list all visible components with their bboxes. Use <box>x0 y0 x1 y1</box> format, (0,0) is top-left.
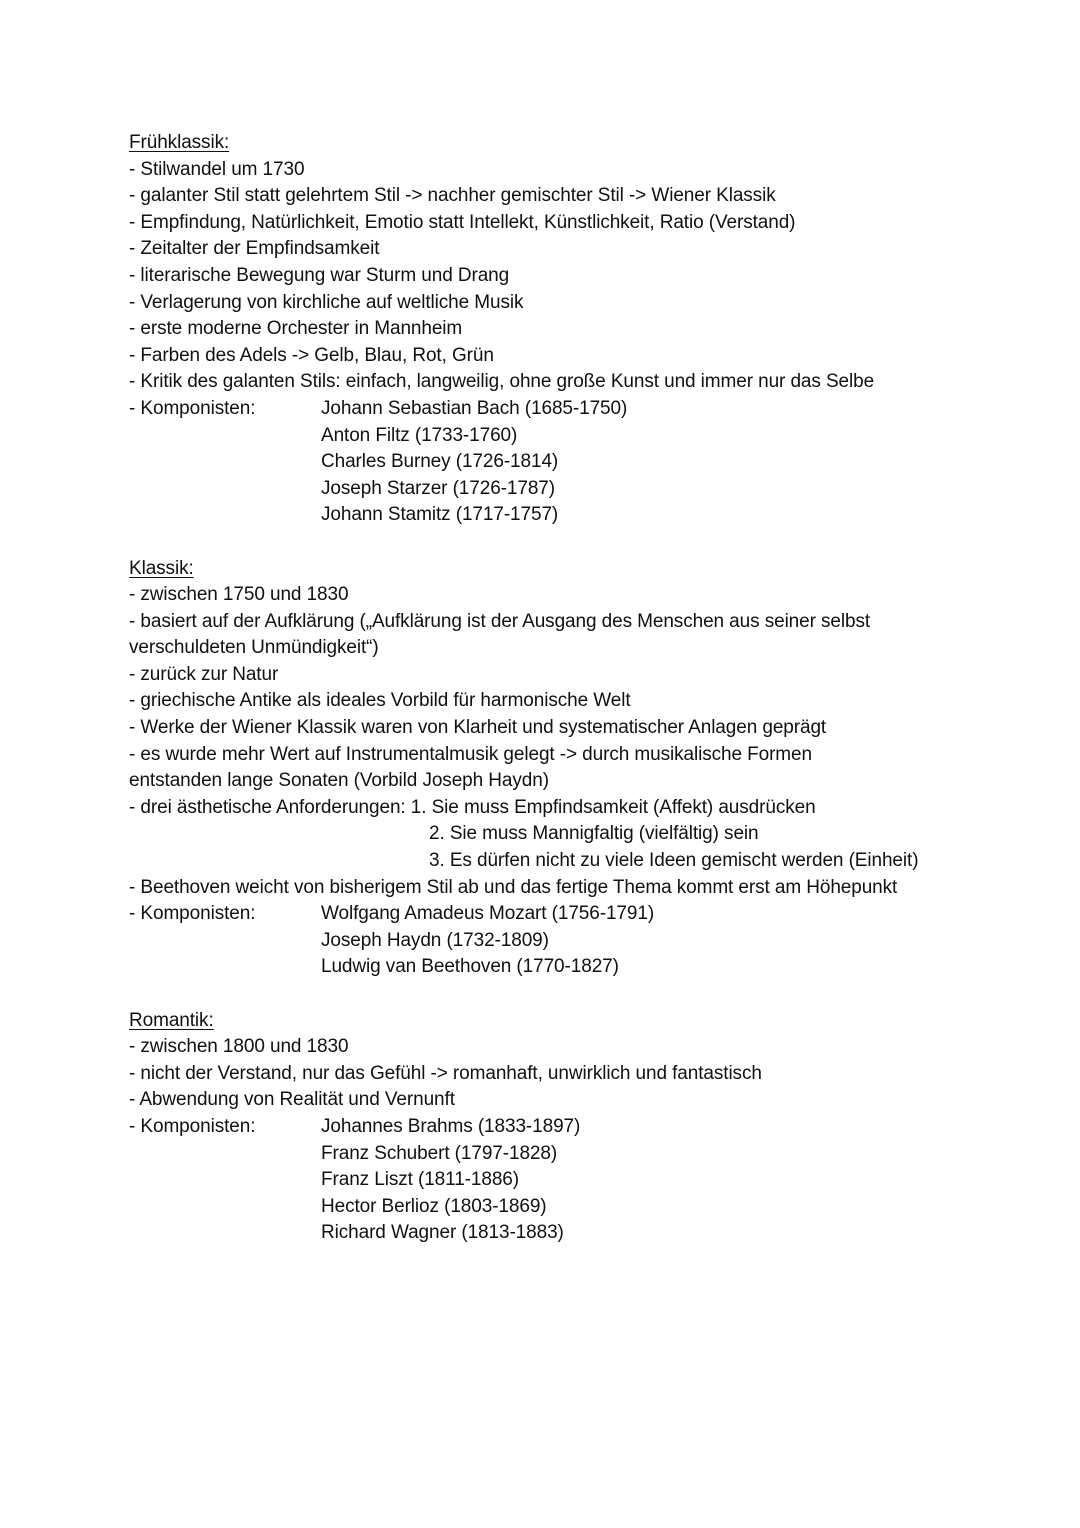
composer-entry: Johannes Brahms (1833-1897) <box>321 1115 581 1137</box>
composer-entry: Franz Schubert (1797-1828) <box>321 1142 558 1164</box>
bullet-line: - galanter Stil statt gelehrtem Stil -> nachher gemischter Stil -> Wiener Klassik <box>129 185 776 207</box>
bullet-line: - es wurde mehr Wert auf Instrumentalmusik gelegt -> durch musikalische Formen <box>129 743 812 765</box>
section-heading: Romantik: <box>129 1009 214 1031</box>
composer-entry: Ludwig van Beethoven (1770-1827) <box>321 956 619 978</box>
bullet-line: - Zeitalter der Empfindsamkeit <box>129 238 380 260</box>
requirement-item: 3. Es dürfen nicht zu viele Ideen gemischt werden (Einheit) <box>429 850 919 872</box>
composers-row <box>129 901 1009 928</box>
composer-entry: Charles Burney (1726-1814) <box>321 451 559 473</box>
bullet-line: - erste moderne Orchester in Mannheim <box>129 318 463 340</box>
bullet-line: - Abwendung von Realität und Vernunft <box>129 1089 455 1111</box>
bullet-line: - nicht der Verstand, nur das Gefühl -> romanhaft, unwirklich und fantastisch <box>129 1062 762 1084</box>
bullet-line: - Stilwandel um 1730 <box>129 158 305 180</box>
composer-entry: Hector Berlioz (1803-1869) <box>321 1195 547 1217</box>
composers-row <box>129 1114 1009 1141</box>
composer-entry: Franz Liszt (1811-1886) <box>321 1169 519 1191</box>
bullet-line: - Kritik des galanten Stils: einfach, langweilig, ohne große Kunst und immer nur das Selbe <box>129 371 875 393</box>
section-heading: Frühklassik: <box>129 132 230 153</box>
bullet-line: - Beethoven weicht von bisherigem Stil ab und das fertige Thema kommt erst am Höhepunkt <box>129 876 898 898</box>
composer-entry: Anton Filtz (1733-1760) <box>321 424 518 446</box>
bullet-line: - literarische Bewegung war Sturm und Drang <box>129 264 510 286</box>
section-spacer <box>129 981 1009 1008</box>
section-spacer <box>129 529 1009 556</box>
section-klassik <box>129 556 1009 982</box>
bullet-line: entstanden lange Sonaten (Vorbild Joseph Haydn) <box>129 770 549 792</box>
bullet-line: - Empfindung, Natürlichkeit, Emotio statt Intellekt, Künstlichkeit, Ratio (Verstand) <box>129 211 796 233</box>
bullet-line: - basiert auf der Aufklärung („Aufklärung ist der Ausgang des Menschen aus seiner selbst <box>129 610 871 632</box>
document-body <box>129 130 1009 1247</box>
requirement-item: 2. Sie muss Mannigfaltig (vielfältig) sein <box>429 823 759 845</box>
composer-entry: Joseph Haydn (1732-1809) <box>321 929 549 951</box>
composers-label: - Komponisten: <box>129 1115 256 1137</box>
bullet-line: verschuldeten Unmündigkeit“) <box>129 637 379 659</box>
composers-label: - Komponisten: <box>129 903 256 925</box>
composers-row <box>129 396 1009 423</box>
bullet-line: - zurück zur Natur <box>129 663 279 685</box>
bullet-line: - Werke der Wiener Klassik waren von Klarheit und systematischer Anlagen geprägt <box>129 717 827 739</box>
composer-entry: Johann Stamitz (1717-1757) <box>321 504 559 526</box>
section-romantik <box>129 1008 1009 1247</box>
bullet-line: - zwischen 1750 und 1830 <box>129 584 349 606</box>
composer-entry: Johann Sebastian Bach (1685-1750) <box>321 397 628 419</box>
composer-entry: Richard Wagner (1813-1883) <box>321 1222 564 1244</box>
bullet-line: - Farben des Adels -> Gelb, Blau, Rot, Grün <box>129 344 494 366</box>
composer-entry: Wolfgang Amadeus Mozart (1756-1791) <box>321 903 655 925</box>
bullet-line: - zwischen 1800 und 1830 <box>129 1036 349 1058</box>
section-fruehklassik <box>129 130 1009 529</box>
composer-entry: Joseph Starzer (1726-1787) <box>321 477 555 499</box>
bullet-line: - Verlagerung von kirchliche auf weltliche Musik <box>129 291 524 313</box>
composers-label: - Komponisten: <box>129 397 256 419</box>
bullet-line: - drei ästhetische Anforderungen: 1. Sie muss Empfindsamkeit (Affekt) ausdrücken <box>129 796 816 818</box>
bullet-line: - griechische Antike als ideales Vorbild für harmonische Welt <box>129 690 631 712</box>
section-heading: Klassik: <box>129 557 194 579</box>
